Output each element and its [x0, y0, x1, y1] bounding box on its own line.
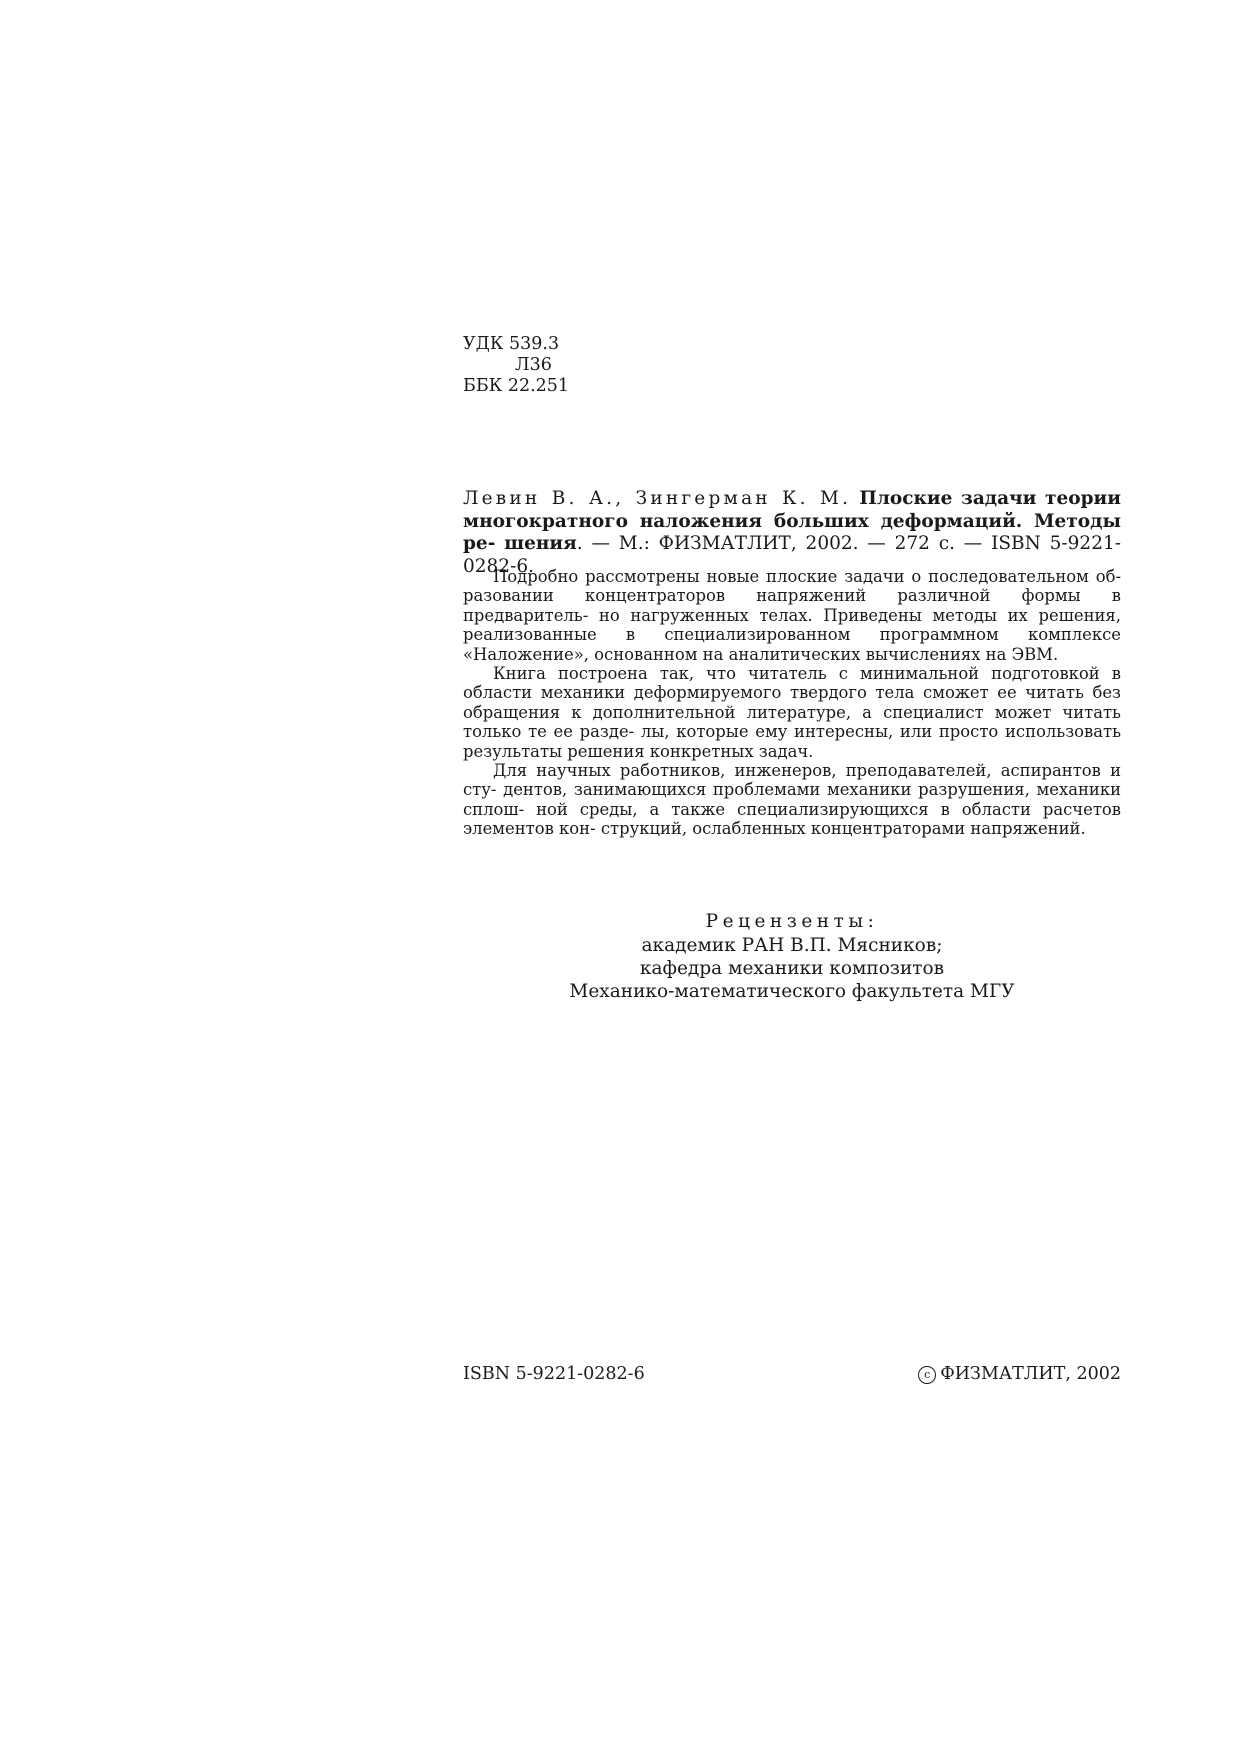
annotation-paragraph: Подробно рассмотрены новые плоские задачи о последовательном об- разовании концентраторов напряжений различной формы в предваритель- но нагруженных телах. Приведены методы их решения, реализованные в специализированном программном комплексе «Наложение», основанном на аналитических вычислениях на ЭВМ.: [463, 567, 1121, 664]
author-mark: Л36: [515, 355, 552, 375]
copyright-icon: c: [918, 1366, 936, 1384]
reviewers-heading: Рецензенты:: [705, 911, 879, 932]
isbn: ISBN 5-9221-0282-6: [463, 1364, 645, 1384]
udk-code: УДК 539.3: [463, 334, 560, 354]
annotation-paragraph: Книга построена так, что читатель с минимальной подготовкой в области механики деформируемого твердого тела сможет ее читать без обращения к дополнительной литературе, а специалист может читать только те ее разде- лы, которые ему интересны, или просто использовать результаты решения конкретных задач.: [463, 664, 1121, 761]
reviewer-line: кафедра механики композитов: [639, 958, 945, 979]
annotation-paragraph: Для научных работников, инженеров, преподавателей, аспирантов и сту- дентов, занимающихся проблемами механики разрушения, механики сплош- ной среды, а также специализирующихся в области расчетов элементов кон- струкций, ослабленных концентраторами напряжений.: [463, 761, 1121, 839]
page-footer: [463, 1364, 1121, 1385]
bbk-code: ББК 22.251: [463, 376, 570, 396]
book-title-end: шения: [504, 533, 577, 554]
classification-codes: [463, 334, 1121, 397]
imprint: . — М.: ФИЗМАТЛИТ, 2002. — 272 с. — ISBN 5-9221-0282-6.: [463, 533, 1121, 577]
book-title: Плоские задачи теории многократного наложения больших деформаций. Методы ре-: [463, 488, 1121, 554]
copyright-notice: [918, 1364, 1121, 1385]
reviewer-line: Механико-математического факультета МГУ: [569, 981, 1015, 1002]
bibliographic-record: [463, 488, 1121, 578]
annotation: [463, 567, 1121, 839]
reviewers-block: [463, 910, 1121, 1003]
copyright-holder: ФИЗМАТЛИТ, 2002: [940, 1364, 1121, 1384]
reviewer-line: академик РАН В.П. Мясников;: [641, 935, 943, 956]
authors: Левин В. А., Зингерман К. М.: [463, 488, 852, 509]
